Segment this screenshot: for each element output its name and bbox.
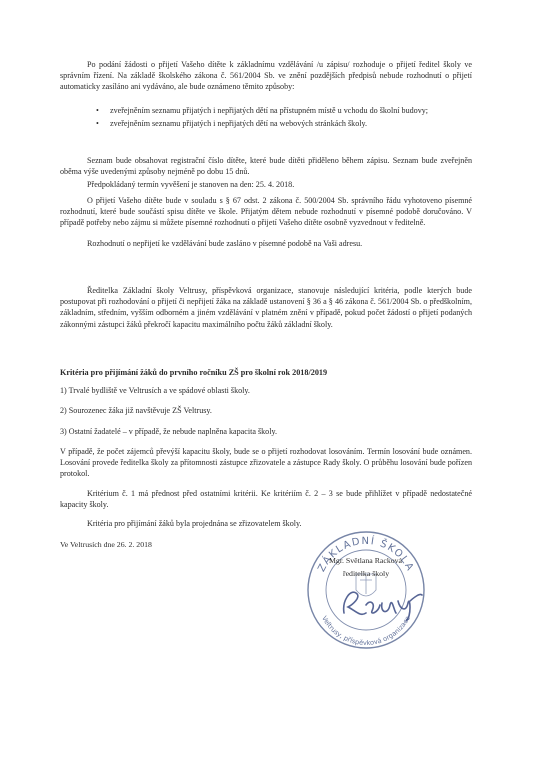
prijeti-paragraph: O přijetí Vašeho dítěte bude v souladu s § 67 odst. 2 zákona č. 500/2004 Sb. správního řádu vyhotoveno písemné rozhodnutí, které bude součástí spisu dítěte ve škole. Přijatým dětem nebude rozhodnutí v písemné podobě doručováno. V případě potřeby nebo zájmu si můžete písemné rozhodnutí o přijetí Vašeho dítěte osobně vyzvednout v ředitelně. xyxy=(60,196,472,228)
criterion-2: 2) Sourozenec žáka již navštěvuje ZŠ Veltrusy. xyxy=(60,406,212,415)
criterion-3: 3) Ostatní žadatelé – v případě, že nebude naplněna kapacita školy. xyxy=(60,427,278,436)
stamp-bottom-text: Veltrusy, příspěvková organizace xyxy=(320,614,412,648)
prednost-paragraph: Kritérium č. 1 má přednost před ostatními kritérii. Ke kritériím č. 2 – 3 se bude přihlížet v případě nedostatečné kapacity školy. xyxy=(60,489,472,510)
signatory-role: ředitelka školy xyxy=(343,569,390,578)
termin-paragraph: Předpokládaný termín vyvěšení je stanoven na den: 25. 4. 2018. xyxy=(87,180,295,189)
intro-paragraph: Po podání žádosti o přijetí Vašeho dítěte k základnímu vzdělávání /u zápisu/ rozhoduje o přijetí ředitel školy ve správním řízení. Na základě školského zákona č. 561/2004 Sb. ve znění pozdějších předpisů nebude rozhodnutí o přijetí automaticky zasíláno ani vydáváno, ale bude oznámeno těmito způsoby: xyxy=(60,60,472,92)
criterion-1: 1) Trvalé bydliště ve Veltrusích a ve spádové oblasti školy. xyxy=(60,386,250,395)
losovani-paragraph: V případě, že počet zájemců převýší kapacitu školy, bude se o přijetí rozhodovat losováním. Termín losování bude oznámen. Losování provede ředitelka školy za přítomnosti zástupce zřizovatele a zástupce Rady školy. O průběhu losování bude pořízen protokol. xyxy=(60,447,472,479)
list-item: • zveřejněním seznamu přijatých i nepřijatých dětí na přístupném místě u vchodu do školní budovy; xyxy=(96,106,429,115)
list-item: • zveřejněním seznamu přijatých i nepřijatých dětí na webových stránkách školy. xyxy=(96,119,368,129)
announcement-methods-list xyxy=(96,105,462,131)
seznam-paragraph: Seznam bude obsahovat registrační číslo dítěte, které bude dítěti přiděleno během zápisu. Seznam bude zveřejněn oběma výše uvedenými způsoby nejméně po dobu 15 dnů. xyxy=(60,156,472,177)
handwritten-signature xyxy=(336,583,426,623)
criteria-heading: Kritéria pro přijímání žáků do prvního ročníku ZŠ pro školní rok 2018/2019 xyxy=(60,368,328,377)
bullet-icon: • xyxy=(96,106,99,115)
neprijeti-paragraph: Rozhodnutí o nepřijetí ke vzdělávání bude zasláno v písemné podobě na Vaši adresu. xyxy=(87,239,363,248)
svg-text:ZÁKLADNÍ ŠKOLA xyxy=(316,534,416,573)
projednana-paragraph: Kritéria pro přijímání žáků byla projednána se zřizovatelem školy. xyxy=(87,519,302,528)
stamp-top-text: ZÁKLADNÍ ŠKOLA xyxy=(316,535,416,574)
place-date: Ve Veltrusích dne 26. 2. 2018 xyxy=(60,540,152,549)
criteria-intro-paragraph: Ředitelka Základní školy Veltrusy, příspěvková organizace, stanovuje následující kritéria, podle kterých bude postupovat při rozhodování o přijetí či nepřijetí žáka na základě ustanovení § 36 a § 46 zákona č. 561/2004 Sb. o předškolním, základním, středním, vyšším odborném a jiném vzdělávání v platném znění v případě, pokud počet žádostí o přijetí podaných zákonnými zástupci žáků překročí kapacitu maximálního počtu žáků základní školy. xyxy=(60,286,472,329)
bullet-icon: • xyxy=(96,119,99,129)
signatory-name: Mgr. Světlana Racková xyxy=(329,556,402,565)
